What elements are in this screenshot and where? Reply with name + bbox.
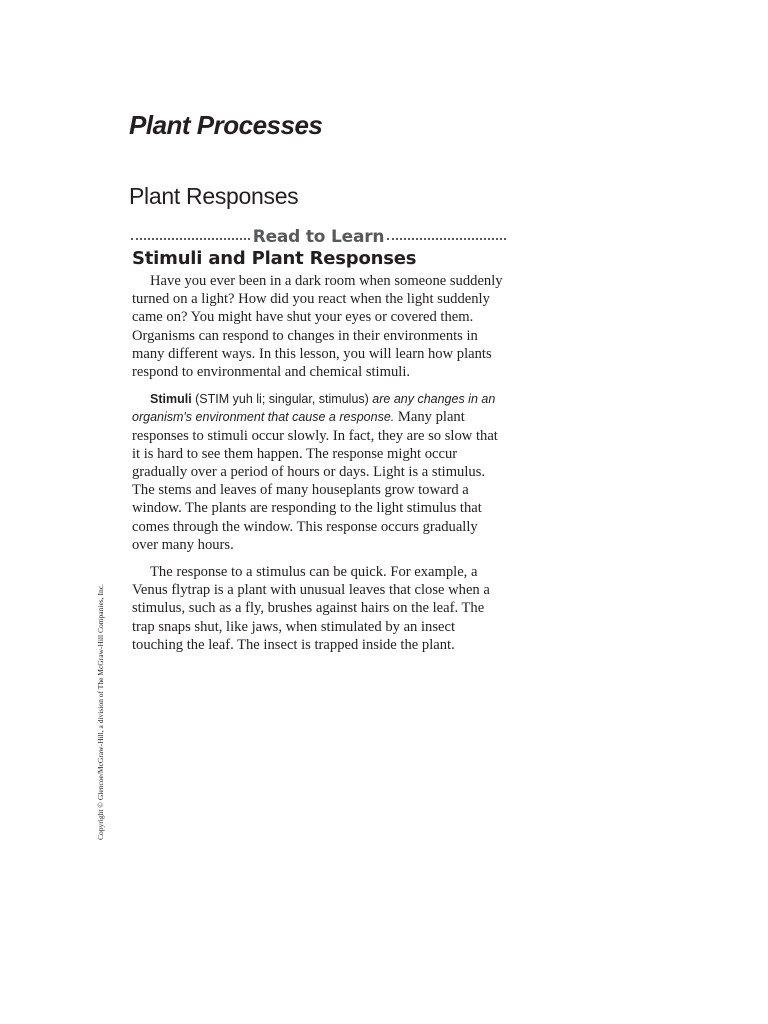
paragraph-venus-flytrap: The response to a stimulus can be quick. For example, a Venus flytrap is a plant with unusual leaves that close when a stimulus, such as a fly, brushes against hairs on the leaf. The trap snaps shut, like jaws, when stimulated by an insect touching the leaf. The insect is trapped inside the plant. [132,564,490,653]
paragraph-stimuli [132,390,504,554]
term-definition: are any changes in an organism's environment that cause a response. [132,392,496,425]
read-to-learn-banner [131,225,506,249]
read-to-learn-label: Read to Learn [252,227,385,247]
lesson-title: Plant Responses [129,183,299,209]
dotted-rule-right [387,238,506,240]
copyright-notice: Copyright © Glencoe/McGraw-Hill, a division of The McGraw-Hill Companies, Inc. [96,584,105,840]
body-text [132,272,504,663]
vocab-term: Stimuli [150,392,192,407]
paragraph-stimuli-rest: Many plant responses to stimuli occur slowly. In fact, they are so slow that it is hard to see them happen. The response might occur gradually over a period of hours or days. Light is a stimulus. The stems and leaves of many houseplants grow toward a window. The plants are responding to the light stimulus that comes through the window. This response occurs gradually over many hours. [132,409,498,553]
chapter-title: Plant Processes [129,110,323,140]
pronunciation: (STIM yuh li; singular, stimulus) [191,392,373,407]
dotted-rule-left [131,238,250,240]
section-heading: Stimuli and Plant Responses [132,248,417,269]
paragraph-intro: Have you ever been in a dark room when someone suddenly turned on a light? How did you react when the light suddenly came on? You might have shut your eyes or covered them. Organisms can respond to changes in their environments in many different ways. In this lesson, you will learn how plants respond to environmental and chemical stimuli. [132,273,503,381]
